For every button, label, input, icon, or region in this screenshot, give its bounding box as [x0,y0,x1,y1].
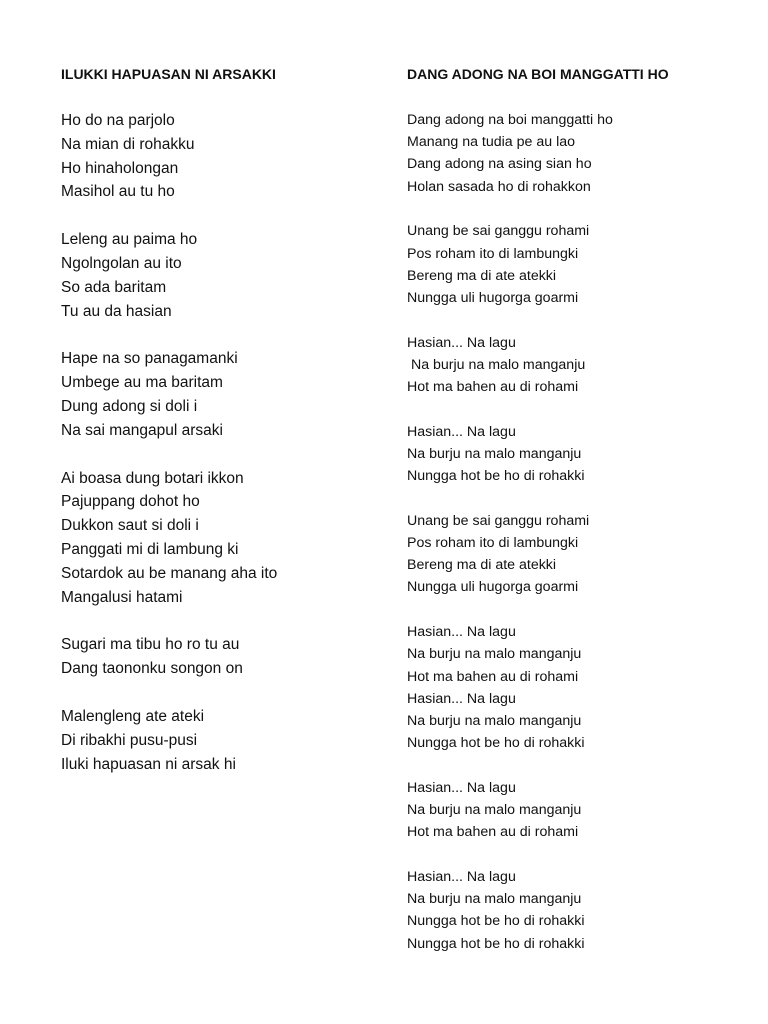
lyric-line: Hot ma bahen au di rohami [407,379,579,396]
lyric-line: Dung adong si doli i [61,397,198,415]
lyric-line: Na burju na malo manganju [407,646,582,663]
lyric-line: Pajuppang dohot ho [61,493,200,511]
lyric-stanza [61,705,381,776]
lyric-line: Di ribakhi pusu-pusi [61,731,198,749]
lyric-line: Ho do na parjolo [61,112,175,129]
lyric-line: Dang taononku songon on [61,660,243,678]
lyric-stanza [61,633,381,681]
lyric-stanza [407,777,747,844]
left-song-title: ILUKKI HAPUASAN NI ARSAKKI [61,66,276,82]
lyric-stanza [407,220,747,309]
lyric-line: Nungga uli hugorga goarmi [407,579,579,596]
lyric-line: Hasian... Na lagu [407,779,516,796]
lyric-stanza [407,109,747,198]
lyric-line: Na burju na malo manganju [407,712,582,729]
lyric-line: Nungga hot be ho di rohakki [407,935,585,952]
lyric-stanza [407,510,747,599]
lyric-line: Masihol au tu ho [61,183,175,201]
lyric-line: Nungga uli hugorga goarmi [407,289,579,306]
lyric-line: Hasian... Na lagu [407,690,516,707]
right-song-lyrics [407,109,747,955]
lyric-stanza [61,347,381,442]
left-song-lyrics [61,109,381,776]
lyric-line: Hasian... Na lagu [407,423,516,440]
lyric-line: Na sai mangapul arsaki [61,421,223,439]
lyric-line: Sugari ma tibu ho ro tu au [61,636,240,654]
lyric-line: Na mian di rohakku [61,135,195,153]
lyric-line: Hape na so panagamanki [61,350,238,368]
lyric-stanza [407,421,747,488]
lyric-line: Iluki hapuasan ni arsak hi [61,755,236,773]
lyric-line: Panggati mi di lambung ki [61,540,239,558]
lyric-line: Dang adong na asing sian ho [407,156,592,173]
lyric-stanza [407,866,747,955]
lyric-line: Pos roham ito di lambungki [407,535,579,552]
lyric-line: Dukkon saut si doli i [61,517,199,535]
lyric-line: Holan sasada ho di rohakkon [407,178,591,195]
lyric-line: Mangalusi hatami [61,588,183,606]
lyric-line: Leleng au paima ho [61,231,198,249]
lyric-line: Hot ma bahen au di rohami [407,824,579,841]
lyric-stanza [61,109,381,204]
lyric-line: Bereng ma di ate atekki [407,267,557,284]
lyric-stanza [61,228,381,323]
lyric-line: Umbege au ma baritam [61,374,223,392]
right-song-title: DANG ADONG NA BOI MANGGATTI HO [407,66,669,82]
lyric-line: Na burju na malo manganju [407,891,582,908]
lyric-line: Dang adong na boi manggatti ho [407,112,613,128]
lyric-line: Na burju na malo manganju [407,445,582,462]
lyric-line: Na burju na malo manganju [407,356,586,373]
lyric-line: Tu au da hasian [61,302,172,320]
lyric-line: Unang be sai ganggu rohami [407,223,590,240]
lyric-line: Malengleng ate ateki [61,707,205,725]
lyric-line: Ho hinaholongan [61,159,179,177]
lyric-line: Manang na tudia pe au lao [407,134,576,151]
lyric-line: So ada baritam [61,278,167,296]
lyric-line: Hasian... Na lagu [407,624,516,641]
lyric-line: Na burju na malo manganju [407,802,582,819]
lyric-line: Pos roham ito di lambungki [407,245,579,262]
lyric-line: Hot ma bahen au di rohami [407,668,579,685]
right-song-column [407,62,747,977]
lyric-line: Sotardok au be manang aha ito [61,564,278,582]
lyric-line: Nungga hot be ho di rohakki [407,913,585,930]
lyric-line: Nungga hot be ho di rohakki [407,468,585,485]
lyric-line: Ai boasa dung botari ikkon [61,469,244,487]
lyric-line: Ngolngolan au ito [61,254,182,272]
lyric-line: Bereng ma di ate atekki [407,557,557,574]
lyric-line: Unang be sai ganggu rohami [407,512,590,529]
lyric-line: Hasian... Na lagu [407,334,516,351]
lyric-line: Nungga hot be ho di rohakki [407,735,585,752]
lyric-stanza [61,467,381,610]
lyric-stanza [407,621,747,754]
lyric-stanza [407,332,747,399]
lyric-line: Hasian... Na lagu [407,868,516,885]
left-song-column [61,62,381,800]
